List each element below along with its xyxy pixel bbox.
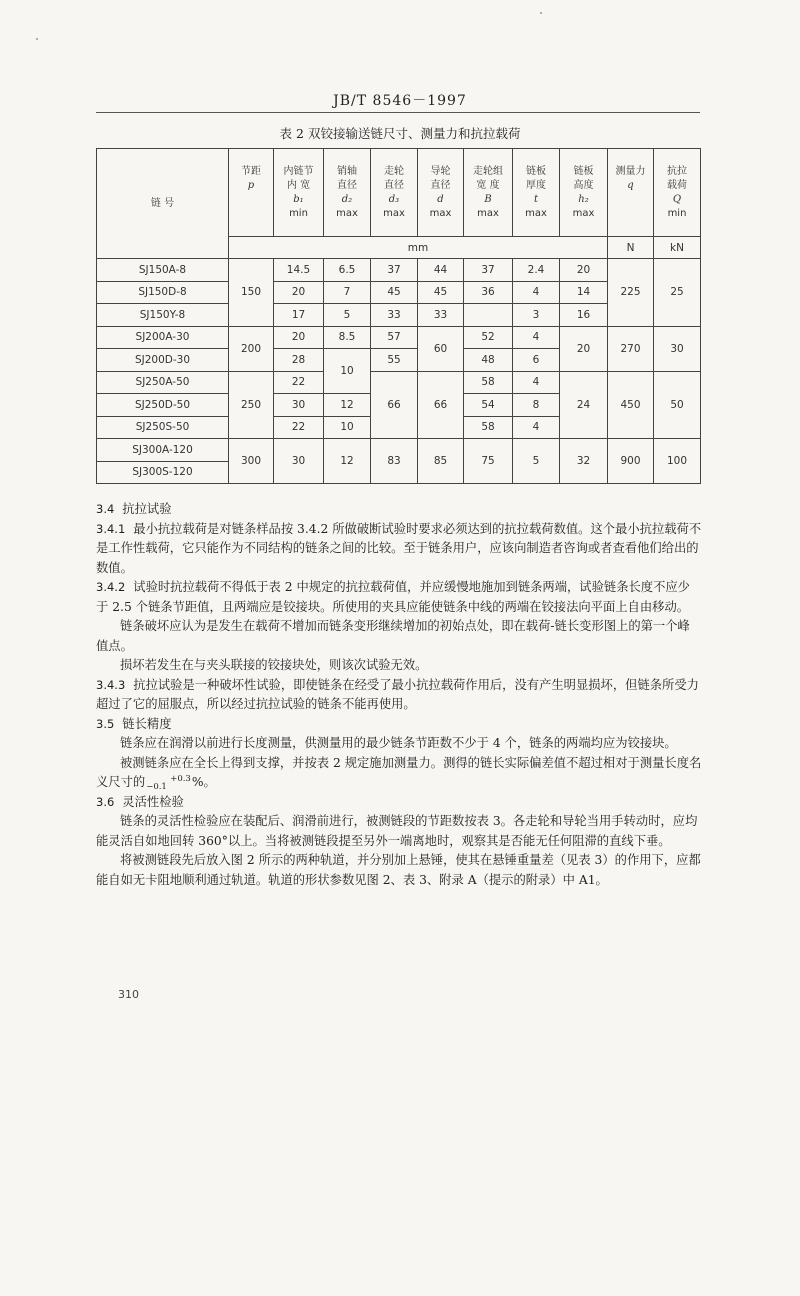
d3-cell: 55 — [371, 349, 418, 372]
body-text — [96, 500, 702, 890]
d-cell: 85 — [418, 439, 464, 484]
t-cell: 2.4 — [513, 259, 560, 282]
d-cell: 66 — [418, 371, 464, 439]
h2-cell: 16 — [560, 304, 608, 327]
header-rule — [96, 112, 700, 113]
table-row — [97, 259, 701, 282]
b1-cell: 22 — [274, 371, 324, 394]
t-cell: 6 — [513, 349, 560, 372]
col-Q: 抗拉 载荷 Q min — [654, 149, 701, 237]
d3-cell: 66 — [371, 371, 418, 439]
clause-3-4-2: 3.4.2 试验时抗拉载荷不得低于表 2 中规定的抗拉载荷值，并应缓慢地施加到链条两端，试验链条长度不应少于 2.5 个链条节距值，且两端应是铰接块。所使用的夹具应能使链条中线的两端在铰接法向平面上自由移动。 — [96, 580, 690, 614]
col-t: 链板 厚度 t max — [513, 149, 560, 237]
B-cell: 36 — [464, 281, 513, 304]
Q-cell: 100 — [654, 439, 701, 484]
q-cell: 450 — [608, 371, 654, 439]
table-row — [97, 371, 701, 394]
b1-cell: 20 — [274, 326, 324, 349]
model-cell: SJ150A-8 — [97, 259, 229, 282]
b1-cell: 17 — [274, 304, 324, 327]
table-row — [97, 326, 701, 349]
tolerance: +0.3 −0.1 — [146, 773, 191, 792]
clause-3-5-para-2: 被测链条应在全长上得到支撑，并按表 2 规定施加测量力。测得的链长实际偏差值不超过相对于测量长度名义尺寸的 +0.3 −0.1 %。 — [96, 755, 702, 792]
table-header-row — [97, 149, 701, 237]
Q-cell: 25 — [654, 259, 701, 327]
d2-cell: 10 — [324, 349, 371, 394]
model-cell: SJ150Y-8 — [97, 304, 229, 327]
model-cell: SJ200A-30 — [97, 326, 229, 349]
unit-n: N — [608, 237, 654, 259]
unit-mm: mm — [229, 237, 608, 259]
B-cell: 58 — [464, 371, 513, 394]
pitch-cell: 200 — [229, 326, 274, 371]
model-cell: SJ150D-8 — [97, 281, 229, 304]
pitch-cell: 250 — [229, 371, 274, 439]
h2-cell: 32 — [560, 439, 608, 484]
t-cell: 4 — [513, 416, 560, 439]
d3-cell: 83 — [371, 439, 418, 484]
section-3-6-heading: 3.6 灵活性检验 — [96, 794, 184, 809]
model-cell: SJ250D-50 — [97, 394, 229, 417]
t-cell: 8 — [513, 394, 560, 417]
b1-cell: 28 — [274, 349, 324, 372]
col-B: 走轮组 宽 度 B max — [464, 149, 513, 237]
d2-cell: 7 — [324, 281, 371, 304]
d2-cell: 12 — [324, 394, 371, 417]
col-d2: 销轴 直径 d₂ max — [324, 149, 371, 237]
model-cell: SJ250A-50 — [97, 371, 229, 394]
q-cell: 225 — [608, 259, 654, 327]
section-3-5-heading: 3.5 链长精度 — [96, 716, 172, 731]
q-cell: 270 — [608, 326, 654, 371]
d2-cell: 10 — [324, 416, 371, 439]
h2-cell: 24 — [560, 371, 608, 439]
unit-kn: kN — [654, 237, 701, 259]
t-cell: 4 — [513, 326, 560, 349]
t-cell: 5 — [513, 439, 560, 484]
B-cell: 52 — [464, 326, 513, 349]
clause-3-6-para-1: 链条的灵活性检验应在装配后、润滑前进行，被测链段的节距数按表 3。各走轮和导轮当用手转动时，应均能灵活自如地回转 360°以上。当将被测链段提至另外一端离地时，观察其是否能无任何阻滞的直线下垂。 — [96, 814, 698, 848]
model-cell: SJ300S-120 — [97, 461, 229, 484]
pitch-cell: 300 — [229, 439, 274, 484]
col-model: 链 号 — [97, 149, 229, 259]
b1-cell: 22 — [274, 416, 324, 439]
d3-cell: 37 — [371, 259, 418, 282]
t-cell: 3 — [513, 304, 560, 327]
t-cell: 4 — [513, 281, 560, 304]
B-cell: 48 — [464, 349, 513, 372]
d2-cell: 8.5 — [324, 326, 371, 349]
b1-cell: 30 — [274, 439, 324, 484]
model-cell: SJ250S-50 — [97, 416, 229, 439]
d3-cell: 57 — [371, 326, 418, 349]
pitch-cell: 150 — [229, 259, 274, 327]
section-3-4-heading: 3.4 抗拉试验 — [96, 502, 172, 516]
d-cell: 60 — [418, 326, 464, 371]
col-d: 导轮 直径 d max — [418, 149, 464, 237]
d3-cell: 33 — [371, 304, 418, 327]
B-cell: 54 — [464, 394, 513, 417]
clause-3-5-para-1: 链条应在润滑以前进行长度测量，供测量用的最少链条节距数不少于 4 个，链条的两端均应为铰接块。 — [120, 736, 677, 750]
clause-3-6-para-2: 将被测链段先后放入图 2 所示的两种轨道，并分别加上悬锤，使其在悬锤重量差（见表 3）的作用下，应都能自如无卡阻地顺利通过轨道。轨道的形状参数见图 2、表 3、附录 A（提示的附录）中 A1。 — [96, 853, 701, 887]
d-cell: 44 — [418, 259, 464, 282]
h2-cell: 14 — [560, 281, 608, 304]
model-cell: SJ200D-30 — [97, 349, 229, 372]
Q-cell: 30 — [654, 326, 701, 371]
col-q: 测量力 q — [608, 149, 654, 237]
d2-cell: 5 — [324, 304, 371, 327]
standard-number: JB/T 8546－1997 — [333, 93, 467, 109]
d-cell: 45 — [418, 281, 464, 304]
q-cell: 900 — [608, 439, 654, 484]
col-pitch: 节距 p — [229, 149, 274, 237]
d-cell: 33 — [418, 304, 464, 327]
clause-3-4-2-para-2: 链条破坏应认为是发生在载荷不增加而链条变形继续增加的初始点处，即在载荷-链长变形图上的第一个峰值点。 — [96, 619, 690, 653]
b1-cell: 20 — [274, 281, 324, 304]
col-b1: 内链节 内 宽 b₁ min — [274, 149, 324, 237]
dimension-table — [96, 148, 701, 484]
page-number: 310 — [118, 988, 139, 1001]
d2-cell: 6.5 — [324, 259, 371, 282]
B-cell: 58 — [464, 416, 513, 439]
b1-cell: 30 — [274, 394, 324, 417]
Q-cell: 50 — [654, 371, 701, 439]
table-row — [97, 439, 701, 462]
d2-cell: 12 — [324, 439, 371, 484]
model-cell: SJ300A-120 — [97, 439, 229, 462]
b1-cell: 14.5 — [274, 259, 324, 282]
h2-cell: 20 — [560, 326, 608, 371]
d3-cell: 45 — [371, 281, 418, 304]
h2-cell: 20 — [560, 259, 608, 282]
col-d3: 走轮 直径 d₃ max — [371, 149, 418, 237]
B-cell: 37 — [464, 259, 513, 282]
clause-3-4-1: 3.4.1 最小抗拉载荷是对链条样品按 3.4.2 所做破断试验时要求必须达到的抗拉载荷数值。这个最小抗拉载荷不是工作性载荷，它只能作为不同结构的链条之间的比较。至于链条用户，应该向制造者咨询或者查看他们给出的数值。 — [96, 521, 702, 575]
B-cell — [464, 304, 513, 327]
t-cell: 4 — [513, 371, 560, 394]
B-cell: 75 — [464, 439, 513, 484]
table-caption: 表 2 双铰接输送链尺寸、测量力和抗拉载荷 — [279, 126, 521, 141]
col-h2: 链板 高度 h₂ max — [560, 149, 608, 237]
clause-3-4-2-para-3: 损坏若发生在与夹头联接的铰接块处，则该次试验无效。 — [120, 658, 428, 672]
clause-3-4-3: 3.4.3 抗拉试验是一种破坏性试验，即使链条在经受了最小抗拉载荷作用后，没有产生明显损坏，但链条所受力超过了它的屈服点，所以经过抗拉试验的链条不能再使用。 — [96, 677, 699, 711]
